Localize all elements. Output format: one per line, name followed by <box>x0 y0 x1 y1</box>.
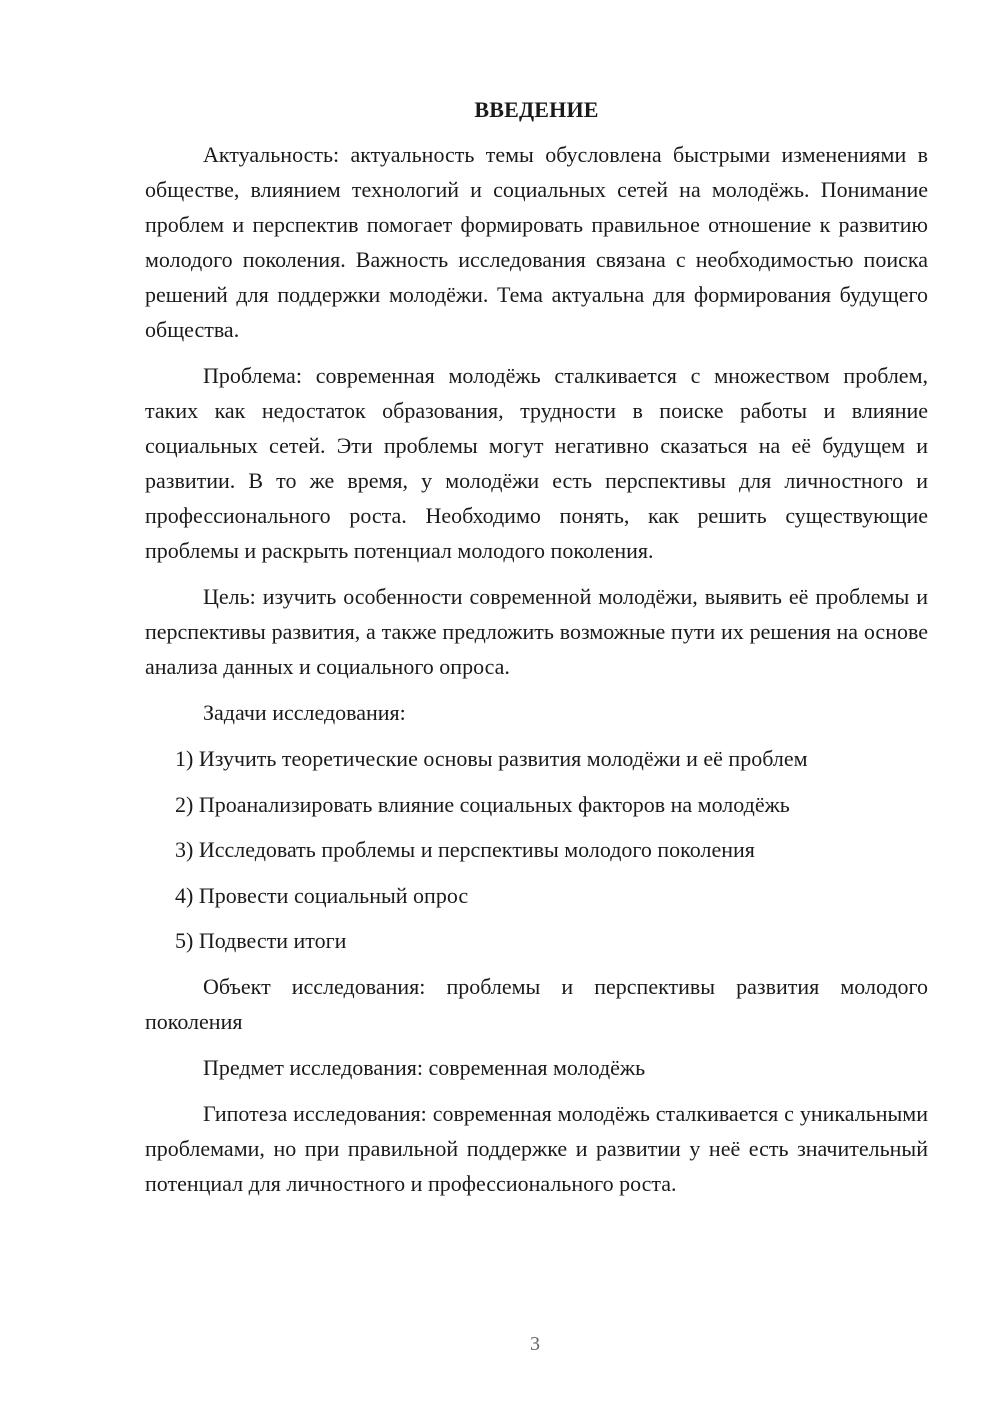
list-item: 5) Подвести итоги <box>175 928 347 953</box>
list-item: 2) Проанализировать влияние социальных факторов на молодёжь <box>175 791 790 817</box>
paragraph-subject: Предмет исследования: современная молодёжь <box>203 1054 646 1080</box>
paragraph-relevance: Актуальность: актуальность темы обусловлена быстрыми изменениями в обществе, влиянием технологий и социальных сетей на молодёжь. Понимание проблем и перспектив помогает формировать правильное отношение к развитию молодого поколения. Важность исследования связана с необходимостью поиска решений для поддержки молодёжи. Тема актуальна для формирования будущего общества. <box>145 142 928 342</box>
list-item: 1) Изучить теоретические основы развития молодёжи и её проблем <box>175 746 808 771</box>
paragraph-tasks-heading: Задачи исследования: <box>203 700 406 725</box>
paragraph-problem: Проблема: современная молодёжь сталкивается с множеством проблем, таких как недостаток образования, трудности в поиске работы и влияние социальных сетей. Эти проблемы могут негативно сказаться на её будущем и развитии. В то же время, у молодёжи есть перспективы для личностного и профессионального роста. Необходимо понять, как решить существующие проблемы и раскрыть потенциал молодого поколения. <box>145 363 928 563</box>
paragraph-object: Объект исследования: проблемы и перспективы развития молодого поколения <box>145 973 928 1034</box>
document-page <box>145 95 928 1212</box>
list-item: 4) Провести социальный опрос <box>175 882 469 908</box>
paragraph-goal: Цель: изучить особенности современной молодёжи, выявить её проблемы и перспективы развития, а также предложить возможные пути их решения на основе анализа данных и социального опроса. <box>145 584 928 679</box>
page-number: 3 <box>530 1333 540 1355</box>
paragraph-hypothesis: Гипотеза исследования: современная молодёжь сталкивается с уникальными проблемами, но при правильной поддержке и развитии у неё есть значительный потенциал для личностного и профессионального роста. <box>145 1100 928 1196</box>
list-item: 3) Исследовать проблемы и перспективы молодого поколения <box>175 837 755 862</box>
tasks-list <box>145 741 928 958</box>
page-title: ВВЕДЕНИЕ <box>474 97 599 122</box>
